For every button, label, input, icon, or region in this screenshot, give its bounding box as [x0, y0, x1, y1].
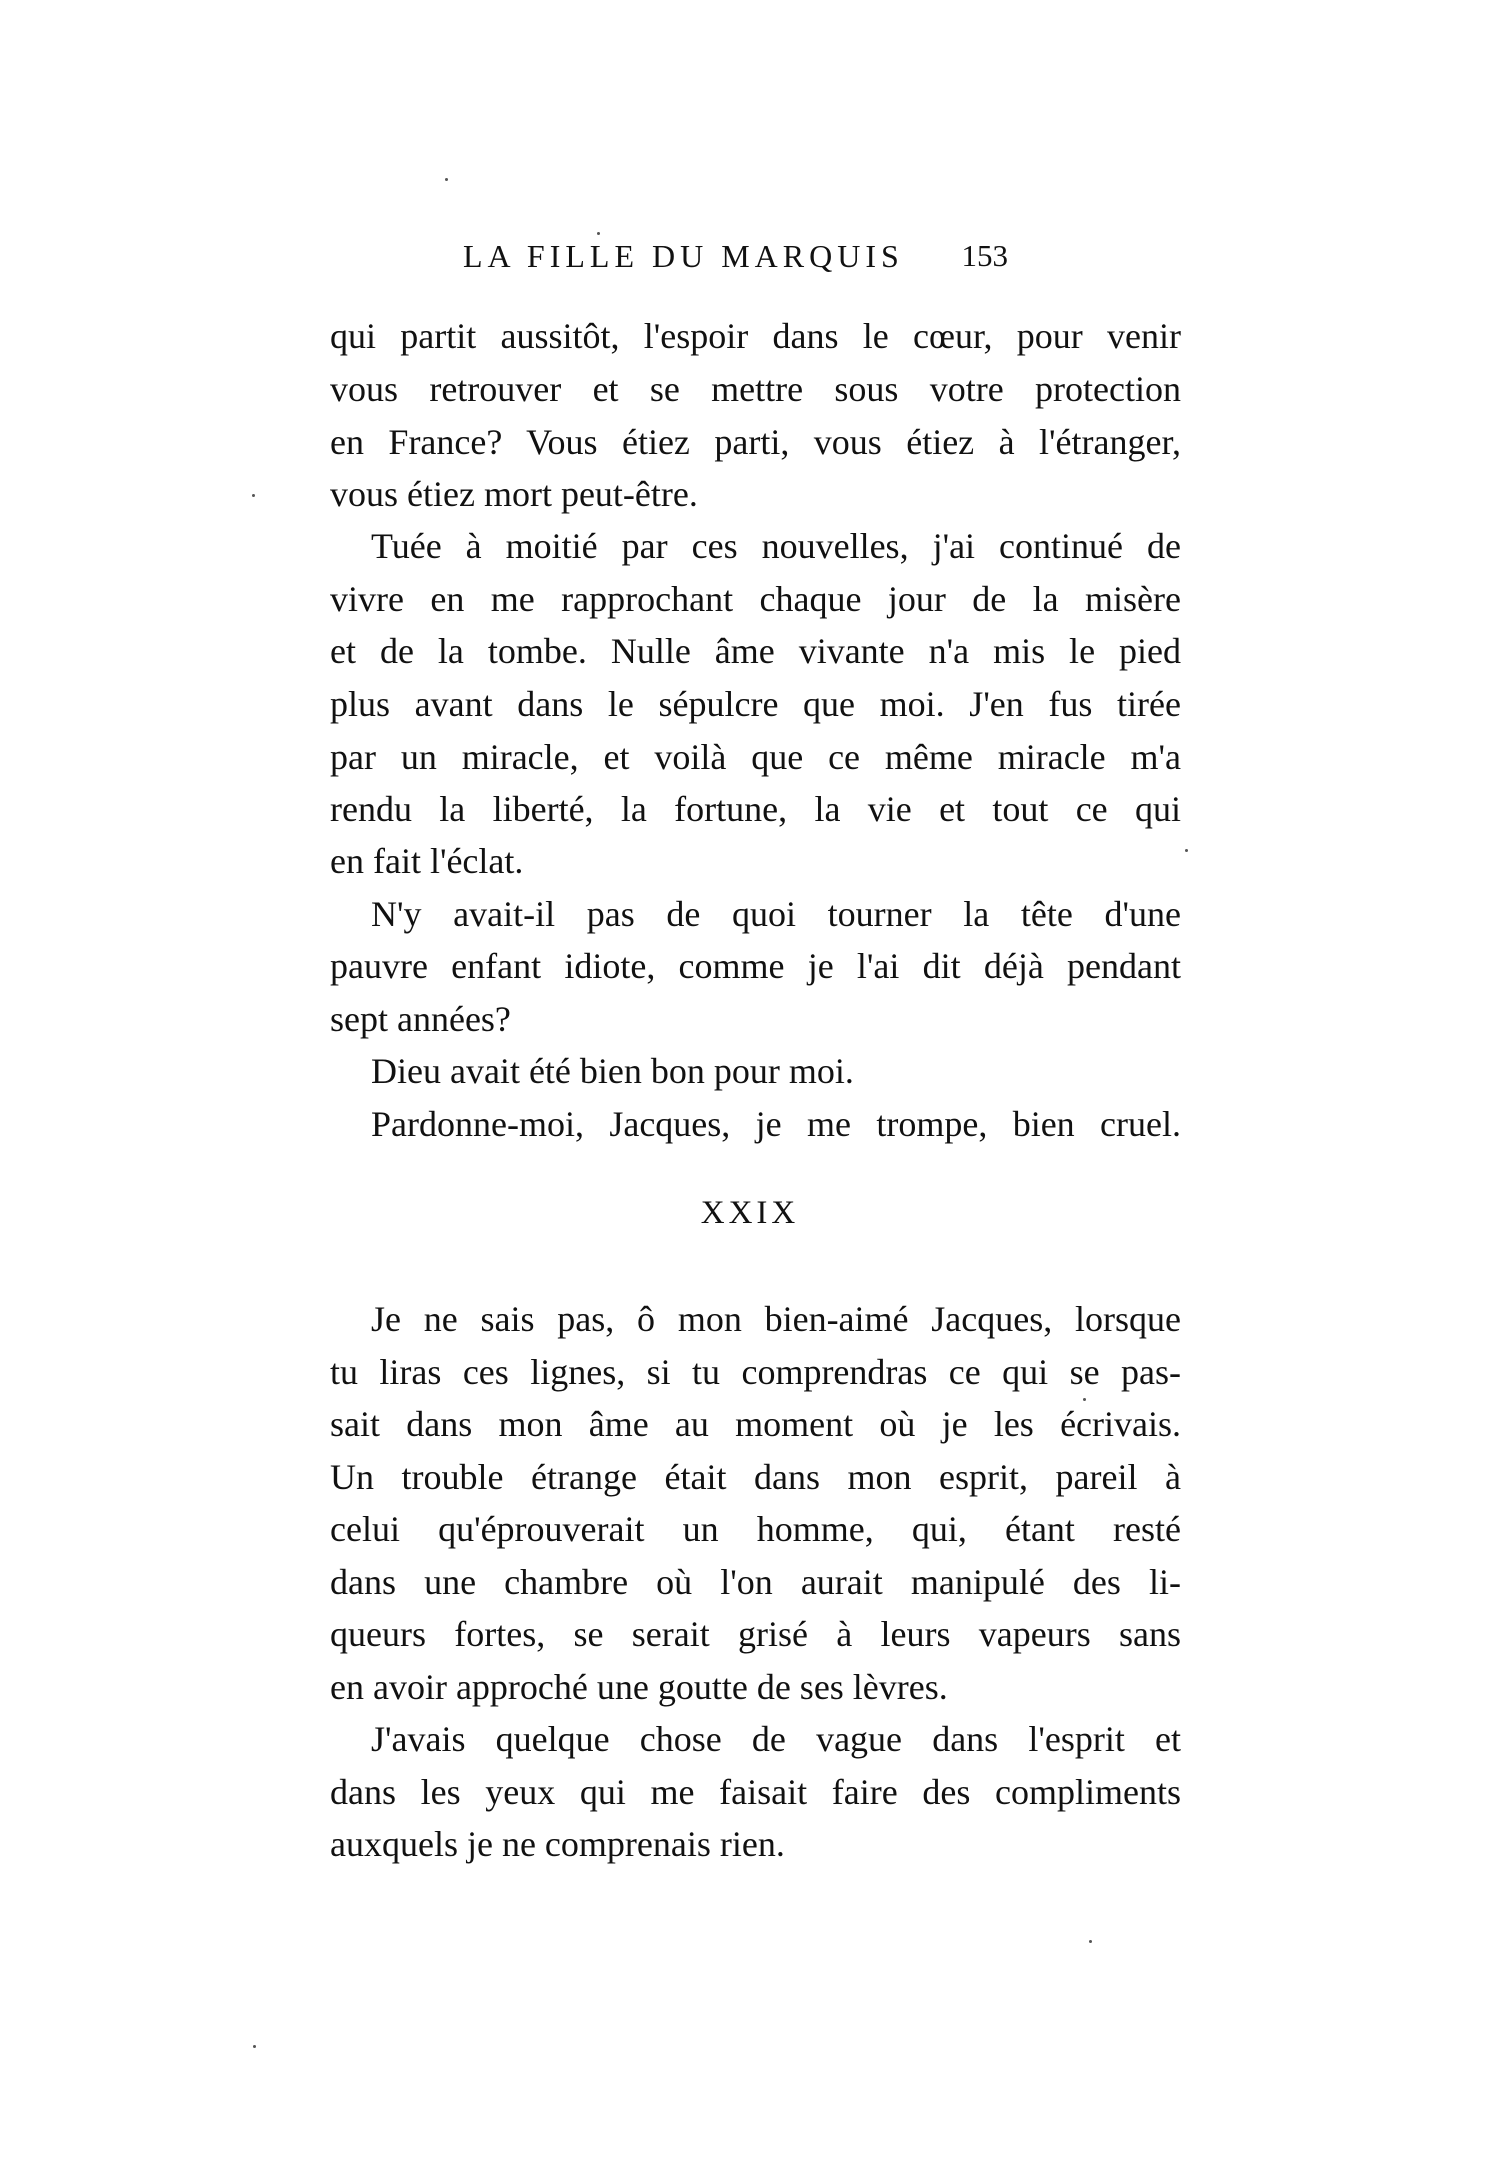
paper-speck [1083, 1398, 1086, 1401]
text-line: Dieu avait été bien bon pour moi. [371, 1051, 854, 1091]
text-line: Un trouble étrange était dans mon esprit, pareil à [330, 1457, 1181, 1497]
text-line: vous retrouver et se mettre sous votre protection [330, 369, 1181, 409]
page-number: 153 [961, 238, 1008, 273]
text-line: en fait l'éclat. [330, 841, 524, 881]
chapter-heading: XXIX [700, 1195, 800, 1231]
text-line: tu liras ces lignes, si tu comprendras ce qui se pas- [330, 1352, 1181, 1392]
text-line: J'avais quelque chose de vague dans l'esprit et [371, 1719, 1181, 1759]
text-line: qui partit aussitôt, l'espoir dans le cœur, pour venir [330, 316, 1181, 356]
text-line: vous étiez mort peut-être. [330, 474, 698, 514]
paper-speck [597, 232, 600, 235]
text-line: en avoir approché une goutte de ses lèvres. [330, 1667, 948, 1707]
text-line: sait dans mon âme au moment où je les écrivais. [330, 1404, 1181, 1444]
text-line: queurs fortes, se serait grisé à leurs vapeurs sans [330, 1614, 1181, 1654]
text-line: en France? Vous étiez parti, vous étiez à l'étranger, [330, 422, 1181, 462]
text-line: pauvre enfant idiote, comme je l'ai dit déjà pendant [330, 946, 1181, 986]
text-line: plus avant dans le sépulcre que moi. J'en fus tirée [330, 684, 1181, 724]
paper-speck [445, 178, 448, 181]
text-line: dans les yeux qui me faisait faire des compliments [330, 1772, 1181, 1812]
running-header [463, 238, 1008, 286]
text-line: Je ne sais pas, ô mon bien-aimé Jacques, lorsque [371, 1299, 1181, 1339]
text-line: auxquels je ne comprenais rien. [330, 1824, 785, 1864]
paper-speck [252, 494, 255, 497]
text-line: dans une chambre où l'on aurait manipulé des li- [330, 1562, 1181, 1602]
text-line: Pardonne-moi, Jacques, je me trompe, bien cruel. [371, 1104, 1181, 1144]
text-line: et de la tombe. Nulle âme vivante n'a mis le pied [330, 631, 1181, 671]
text-line: Tuée à moitié par ces nouvelles, j'ai continué de [371, 526, 1181, 566]
running-title: LA FILLE DU MARQUIS [463, 238, 904, 274]
text-line: N'y avait-il pas de quoi tourner la tête d'une [371, 894, 1181, 934]
text-line: par un miracle, et voilà que ce même miracle m'a [330, 737, 1181, 777]
text-line: sept années? [330, 999, 511, 1039]
text-line: rendu la liberté, la fortune, la vie et tout ce qui [330, 789, 1181, 829]
paper-speck [1185, 849, 1188, 852]
paper-speck [1089, 1940, 1092, 1943]
paper-speck [253, 2045, 256, 2048]
text-line: celui qu'éprouverait un homme, qui, étant resté [330, 1509, 1181, 1549]
text-line: vivre en me rapprochant chaque jour de la misère [330, 579, 1181, 619]
